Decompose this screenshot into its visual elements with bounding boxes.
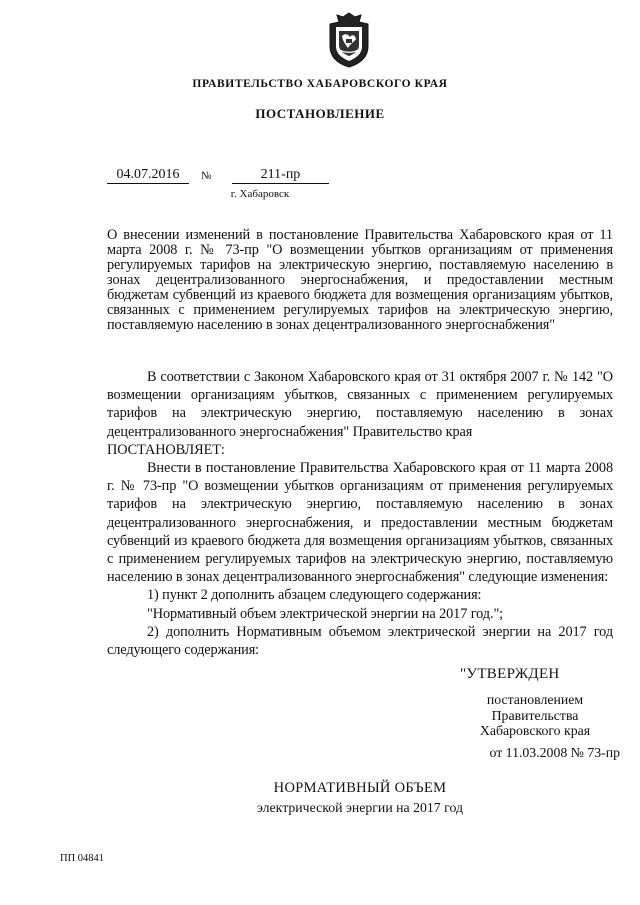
body-paragraph-amendment: Внести в постановление Правительства Хабаровского края от 11 марта 2008 г. № 73-пр "О возмещении убытков организациям от применения регулируемых тарифов на электрическую энергию, поставляемую населению в зонах децентрализованного энергоснабжения, и предоставлении местным бюджетам субвенций из краевого бюджета для возмещения организациям убытков, связанных с применением регулируемых тарифов на электрическую энергию, поставляемую населению в зонах децентрализованного энергоснабжения" следующие изменения: bbox=[107, 460, 613, 586]
footer-code: ПП 04841 bbox=[60, 853, 105, 864]
approval-line-4: от 11.03.2008 № 73-пр bbox=[489, 744, 620, 760]
body-item-2: 2) дополнить Нормативным объемом электрической энергии на 2017 год следующего содержания: bbox=[107, 623, 613, 659]
approval-line-2: Правительства bbox=[491, 707, 579, 723]
approval-line-1: постановлением bbox=[486, 692, 584, 707]
body-item-1: 1) пункт 2 дополнить абзацем следующего содержания: bbox=[147, 587, 482, 604]
approval-title: "УТВЕРЖДЕН bbox=[460, 666, 560, 682]
approval-line-3: Хабаровского края bbox=[479, 723, 591, 738]
document-date: 04.07.2016 bbox=[107, 167, 189, 184]
resolves-label: ПОСТАНОВЛЯЕТ: bbox=[107, 441, 225, 458]
coat-of-arms-icon bbox=[328, 12, 370, 68]
document-heading: О внесении изменений в постановление Правительства Хабаровского края от 11 марта 2008 г. № 73-пр "О возмещении убытков организациям от применения регулируемых тарифов на электрическую энергию, поставляемую населению в зонах децентрализованного энергоснабжения, и предоставлении местным бюджетам субвенций из краевого бюджета для возмещения организациям убытков, связанных с применением регулируемых тарифов на электрическую энергию, поставляемую населению в зонах децентрализованного энергоснабжения" bbox=[107, 227, 613, 333]
government-name: ПРАВИТЕЛЬСТВО ХАБАРОВСКОГО КРАЯ bbox=[192, 78, 448, 90]
document-city: г. Хабаровск bbox=[230, 188, 290, 200]
approval-lines bbox=[440, 692, 630, 739]
body-paragraph-basis: В соответствии с Законом Хабаровского края от 31 октября 2007 г. № 142 "О возмещении организациям убытков, связанных с применением регулируемых тарифов на электрическую энергию, поставляемую населению в зонах децентрализованного энергоснабжения" Правительство края bbox=[107, 369, 613, 440]
body-item-1-text: "Нормативный объем электрической энергии на 2017 год."; bbox=[147, 605, 504, 622]
document-number: 211-пр bbox=[232, 167, 329, 184]
document-body bbox=[107, 368, 613, 659]
document-type-title: ПОСТАНОВЛЕНИЕ bbox=[255, 106, 385, 121]
normative-title: НОРМАТИВНЫЙ ОБЪЕМ bbox=[273, 780, 447, 796]
normative-subtitle: электрической энергии на 2017 год bbox=[257, 800, 463, 815]
approval-block bbox=[440, 666, 640, 761]
number-sign: № bbox=[201, 170, 212, 182]
